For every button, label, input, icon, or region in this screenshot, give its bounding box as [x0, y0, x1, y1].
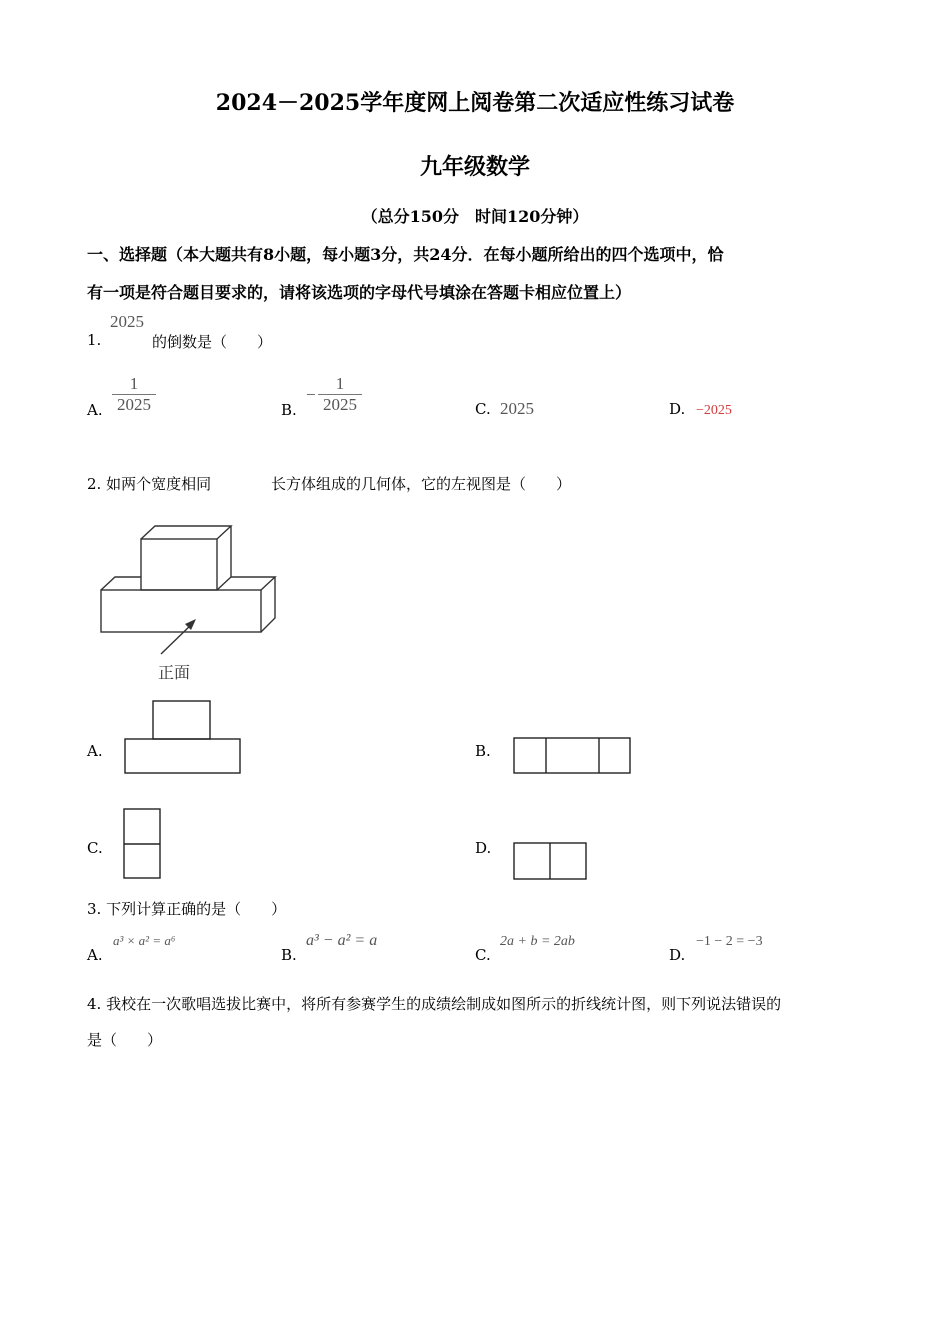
q3-option-b-expression[interactable]: a³ − a² = a — [306, 932, 378, 949]
section-heading-line2: 有一项是符合题目要求的，请将该选项的字母代号填涂在答题卡相应位置上） — [87, 283, 632, 302]
q3-option-a-label[interactable]: A. — [87, 946, 103, 964]
bottom-box-top-right — [231, 577, 275, 590]
q4-stem-line1: 4. 我校在一次歌唱选拔比赛中，将所有参赛学生的成绩绘制成如图所示的折线统计图，则下列说法错误的 — [87, 995, 782, 1013]
q2-option-a-label[interactable]: A. — [87, 742, 103, 760]
q2-solid-figure — [95, 520, 285, 640]
q2-stem-part1: 2. 如两个宽度相同 — [87, 475, 212, 493]
q1-option-a-fraction[interactable] — [112, 374, 156, 415]
option-a-lower-rect — [125, 739, 240, 773]
q3-stem: 3. 下列计算正确的是（ ） — [87, 900, 287, 918]
exam-info: （总分150分 时间120分钟） — [361, 207, 589, 226]
q2-option-c-label[interactable]: C. — [87, 839, 103, 857]
q1-option-a-label[interactable]: A. — [87, 401, 103, 419]
q2-option-a-figure[interactable] — [124, 700, 244, 776]
bottom-box-side — [261, 577, 275, 632]
q2-front-label: 正面 — [158, 663, 191, 682]
q1-option-a-numerator: 1 — [129, 374, 139, 393]
q4-stem-line2: 是（ ） — [87, 1031, 163, 1049]
top-box-front — [141, 539, 217, 590]
q2-option-d-label[interactable]: D. — [475, 839, 492, 857]
q1-option-d-label[interactable]: D. — [669, 400, 686, 418]
q3-option-d-label[interactable]: D. — [669, 946, 686, 964]
option-b-outer-rect — [514, 738, 630, 773]
q1-expression: 2025 — [110, 312, 144, 331]
q1-number: 1. — [87, 331, 102, 349]
q3-option-b-label[interactable]: B. — [281, 946, 297, 964]
top-box-top — [141, 526, 231, 539]
bottom-box-top-left — [101, 577, 141, 590]
q2-option-c-figure[interactable] — [123, 808, 163, 880]
q3-option-c-label[interactable]: C. — [475, 946, 491, 964]
q2-stem-part2: 长方体组成的几何体，它的左视图是（ ） — [271, 475, 572, 493]
q1-option-b-numerator: 1 — [335, 374, 345, 393]
q1-option-b-label[interactable]: B. — [281, 401, 297, 419]
q1-option-a-denominator: 2025 — [112, 394, 156, 415]
q1-stem: 的倒数是（ ） — [152, 333, 273, 351]
top-box-side — [217, 526, 231, 590]
q1-option-b-fraction[interactable] — [318, 374, 362, 415]
q1-option-c-value[interactable]: 2025 — [500, 399, 534, 418]
bottom-box-front — [101, 590, 261, 632]
q1-option-d-value[interactable]: −2025 — [696, 403, 732, 418]
exam-title: 2024－2025学年度网上阅卷第二次适应性练习试卷 — [215, 90, 735, 116]
q1-option-b-denominator: 2025 — [318, 394, 362, 415]
exam-subtitle: 九年级数学 — [419, 154, 530, 180]
q2-option-d-figure[interactable] — [513, 842, 589, 882]
q3-option-a-expression[interactable]: a³ × a² = a⁶ — [113, 933, 176, 948]
q3-option-c-expression[interactable]: 2a + b = 2ab — [500, 934, 575, 949]
q1-option-b-sign: − — [306, 385, 316, 404]
front-arrow-line — [161, 623, 193, 654]
q2-option-b-label[interactable]: B. — [475, 742, 491, 760]
option-a-upper-rect — [153, 701, 210, 739]
q1-option-c-label[interactable]: C. — [475, 400, 491, 418]
q2-option-b-figure[interactable] — [513, 737, 633, 777]
section-heading-line1: 一、选择题（本大题共有8小题，每小题3分，共24分．在每小题所给出的四个选项中，恰 — [87, 245, 724, 264]
q3-option-d-expression[interactable]: −1 − 2 = −3 — [696, 934, 763, 949]
